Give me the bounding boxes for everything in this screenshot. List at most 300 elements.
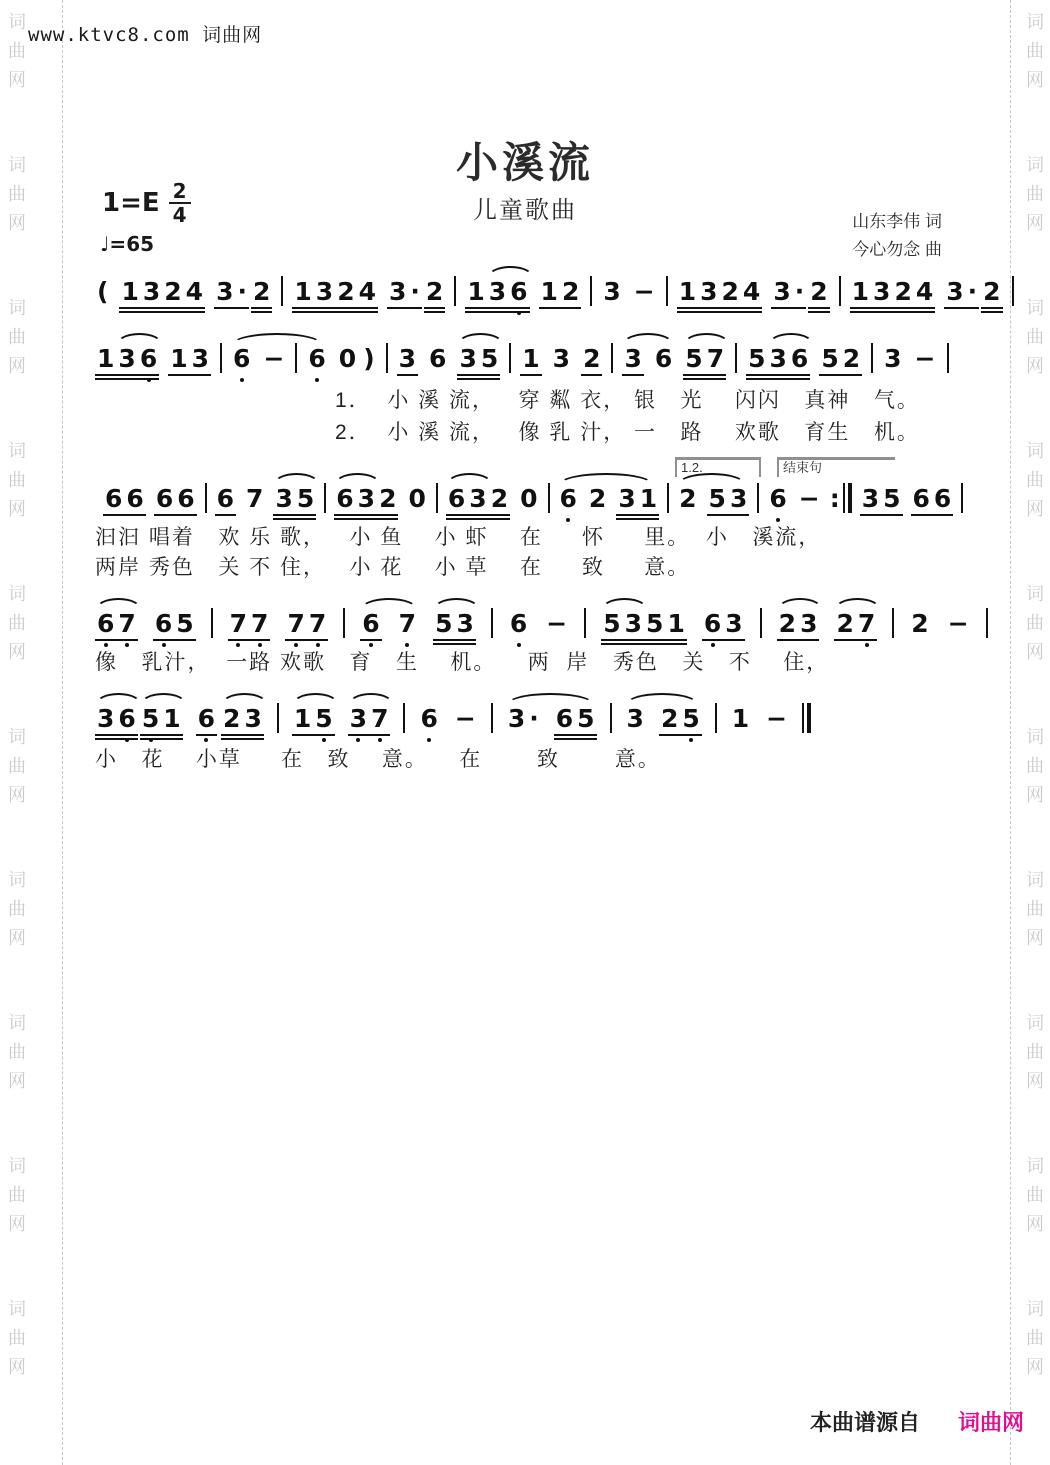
- barline: [590, 276, 592, 306]
- note-digit: 3: [861, 484, 880, 513]
- note-digit: 3: [275, 484, 293, 513]
- note-digit: 5: [603, 609, 621, 638]
- watermark-char: 词: [1026, 727, 1044, 747]
- note-digit: 6: [559, 484, 577, 513]
- note-token: [909, 611, 930, 648]
- note-digit: −: [263, 344, 285, 373]
- note-token: [554, 706, 597, 743]
- watermark-char: 词: [1026, 441, 1044, 461]
- watermark-char: 网: [8, 642, 26, 662]
- note-token: [154, 486, 197, 523]
- repeat-barline: [830, 483, 852, 523]
- watermark-char: 曲: [1026, 1185, 1044, 1205]
- note-token: [453, 706, 478, 743]
- note-token: [103, 486, 146, 523]
- watermark-char: 网: [8, 213, 26, 233]
- note-digit: 3: [389, 277, 407, 306]
- note-digit: 2: [490, 484, 509, 513]
- lyrics-verse1: 1． 小 溪 流， 穿 粼 衣， 银 光 闪闪 真神 气。: [335, 389, 920, 412]
- watermark-group: [4, 1009, 30, 1096]
- note-digit: 2: [778, 609, 797, 638]
- note-digit: 1: [294, 277, 312, 306]
- note-digit: 6: [912, 484, 930, 513]
- note-token: [601, 279, 622, 316]
- note-token: [981, 279, 1002, 316]
- note-digit: 1: [121, 277, 139, 306]
- note-digit: 5: [577, 704, 595, 733]
- note-digit: 3: [216, 277, 234, 306]
- note-digit: 7: [371, 704, 389, 733]
- watermark-char: 词: [8, 727, 26, 747]
- note-token: [797, 486, 822, 523]
- note-token: [707, 486, 750, 523]
- note-token: [360, 611, 381, 648]
- note-digit: 7: [287, 609, 305, 638]
- note-digit: 3: [142, 277, 161, 306]
- barline: [757, 483, 759, 513]
- watermark-char: 网: [8, 356, 26, 376]
- note-token: [659, 706, 702, 743]
- note-digit: 2: [894, 277, 912, 306]
- watermark-char: 曲: [1026, 470, 1044, 490]
- note-token: [653, 346, 674, 383]
- watermark-char: 网: [8, 1214, 26, 1234]
- note-token: [140, 706, 183, 743]
- note-digit: 5: [435, 609, 453, 638]
- watermark-char: 词: [8, 1156, 26, 1176]
- note-digit: 2: [223, 704, 241, 733]
- barline: [277, 703, 279, 733]
- note-digit: 1: [639, 484, 658, 513]
- note-token: [587, 486, 608, 523]
- barline: [760, 608, 762, 638]
- barline: [715, 703, 717, 733]
- note-digit: 2: [911, 609, 929, 638]
- watermark-char: 网: [1026, 928, 1044, 948]
- watermark-group: [4, 866, 30, 953]
- note-token: [882, 346, 903, 383]
- note-digit: 6: [308, 344, 326, 373]
- note-digit: 3: [97, 704, 115, 733]
- note-digit: −: [633, 277, 655, 306]
- repeat-dots: :: [829, 484, 840, 513]
- note-digit: 6: [216, 484, 235, 513]
- lyrics-line4: 像 乳汁， 一路 欢歌 育 生 机。 两 岸 秀色 关 不 住，: [95, 651, 830, 674]
- watermark-char: 曲: [8, 1185, 26, 1205]
- barline: [403, 703, 405, 733]
- note-token: [446, 486, 510, 523]
- watermark-char: 词: [1026, 870, 1044, 890]
- note-token: [424, 279, 445, 316]
- lyrics-line5: 小 花 小草 在 致 意。 在 致 意。: [95, 748, 661, 771]
- note-digit: 7: [308, 609, 327, 638]
- barline: [205, 483, 207, 513]
- note-token: [215, 486, 236, 523]
- note-digit: 5: [821, 344, 839, 373]
- watermark-group: [1022, 723, 1048, 810]
- barline: [491, 608, 493, 638]
- note-token: [168, 346, 211, 383]
- watermark-char: 网: [1026, 213, 1044, 233]
- note-digit: 3: [800, 609, 818, 638]
- note-token: [850, 279, 936, 316]
- note-digit: 2: [660, 704, 679, 733]
- watermark-group: [1022, 8, 1048, 95]
- note-token: [292, 279, 378, 316]
- score-line: [95, 343, 949, 383]
- note-token: [95, 611, 138, 648]
- note-digit: 3: [624, 609, 643, 638]
- note-digit: 2: [836, 609, 854, 638]
- note-token: [677, 279, 763, 316]
- note-token: [808, 279, 829, 316]
- watermark-char: 曲: [8, 1328, 26, 1348]
- watermark-char: 词: [8, 298, 26, 318]
- note-digit: 6: [933, 484, 952, 513]
- note-token: [601, 611, 687, 648]
- note-digit: 1: [293, 704, 312, 733]
- watermark-group: [4, 294, 30, 381]
- note-digit: 3: [626, 704, 644, 733]
- note-digit: 1: [678, 277, 697, 306]
- note-token: [520, 346, 541, 383]
- note-digit: 6: [509, 609, 528, 638]
- note-digit: 2: [561, 277, 580, 306]
- lyrics-line3-verse2: 两岸 秀色 关 不 住， 小 花 小 草 在 致 意。: [95, 556, 691, 579]
- note-digit: 3: [191, 344, 210, 373]
- note-digit: 3: [603, 277, 621, 306]
- note-token: [433, 611, 476, 648]
- note-digit: 6: [654, 344, 673, 373]
- watermark-char: 曲: [1026, 1328, 1044, 1348]
- note-digit: 3: [769, 344, 787, 373]
- note-token: [558, 486, 579, 523]
- site-watermark: www.ktvc8.com 词曲网: [28, 24, 263, 46]
- note-token: [539, 279, 582, 316]
- note-digit: 2: [252, 277, 271, 306]
- note-digit: 6: [790, 344, 809, 373]
- watermark-char: 曲: [1026, 1042, 1044, 1062]
- barline: [611, 343, 613, 373]
- note-token: [221, 706, 264, 743]
- score-line: [95, 608, 988, 648]
- watermark-char: 曲: [1026, 899, 1044, 919]
- note-digit: −: [798, 484, 820, 513]
- note-digit: 1: [163, 704, 181, 733]
- note-digit: 6: [703, 609, 722, 638]
- barline: [839, 276, 841, 306]
- barline: [986, 608, 988, 638]
- watermark-char: 曲: [8, 41, 26, 61]
- note-digit: 6: [155, 484, 174, 513]
- note-token: [544, 611, 569, 648]
- watermark-group: [1022, 866, 1048, 953]
- note-digit: 5: [708, 484, 726, 513]
- watermark-group: [4, 437, 30, 524]
- watermark-char: 曲: [1026, 613, 1044, 633]
- note-token: [397, 346, 418, 383]
- lyrics-verse2: 2． 小 溪 流， 像 乳 汁， 一 路 欢歌 育生 机。: [335, 421, 920, 444]
- note-digit: 6: [97, 609, 115, 638]
- watermark-char: 词: [8, 584, 26, 604]
- note-token: [196, 706, 217, 743]
- note-digit: 3: [725, 609, 743, 638]
- watermark-char: 网: [8, 1357, 26, 1377]
- note-token: [285, 611, 328, 648]
- note-digit: 6: [139, 344, 158, 373]
- watermark-char: 曲: [8, 1042, 26, 1062]
- note-digit: ·: [794, 277, 805, 306]
- watermark-char: 词: [8, 441, 26, 461]
- barline: [548, 483, 550, 513]
- note-digit: 4: [742, 277, 761, 306]
- watermark-char: 曲: [8, 184, 26, 204]
- watermark-group: [4, 1295, 30, 1382]
- note-token: [632, 279, 657, 316]
- note-digit: 5: [480, 344, 499, 373]
- note-digit: 2: [379, 484, 397, 513]
- note-digit: 3: [456, 609, 474, 638]
- note-digit: ): [363, 344, 375, 373]
- note-token: [677, 486, 698, 523]
- note-token: [214, 279, 249, 316]
- barline: [666, 276, 668, 306]
- note-token: [730, 706, 751, 743]
- note-digit: −: [914, 344, 936, 373]
- note-token: [819, 346, 862, 383]
- note-token: [702, 611, 745, 648]
- watermark-char: 网: [1026, 1071, 1044, 1091]
- note-digit: 7: [398, 609, 417, 638]
- watermark-char: 网: [1026, 70, 1044, 90]
- note-token: [337, 346, 358, 383]
- watermark-char: 词: [8, 1013, 26, 1033]
- note-token: [506, 706, 541, 743]
- barline: [386, 343, 388, 373]
- watermark-char: 曲: [8, 327, 26, 347]
- note-digit: 5: [883, 484, 901, 513]
- watermark-char: 词: [1026, 1156, 1044, 1176]
- lyrics-line3-verse1: 汩汩 唱着 欢 乐 歌， 小 鱼 小 虾 在 怀 里。 小 溪流，: [95, 526, 822, 549]
- source-attribution: [810, 1406, 1024, 1437]
- note-digit: 2: [679, 484, 697, 513]
- note-token: [306, 346, 327, 383]
- note-digit: 2: [721, 277, 739, 306]
- note-digit: 5: [646, 609, 664, 638]
- note-token: [913, 346, 938, 383]
- note-digit: 0: [338, 344, 357, 373]
- note-digit: 3: [469, 484, 487, 513]
- note-digit: 3: [700, 277, 718, 306]
- note-token: [427, 346, 448, 383]
- barline: [667, 483, 669, 513]
- ending-bracket: 1.2.: [675, 457, 761, 477]
- note-digit: 1: [522, 344, 540, 373]
- watermark-char: 曲: [8, 899, 26, 919]
- watermark-char: 词: [1026, 584, 1044, 604]
- note-digit: 3: [349, 704, 368, 733]
- note-token: [397, 611, 418, 648]
- watermark-group: [4, 723, 30, 810]
- note-digit: 2: [164, 277, 182, 306]
- barline: [584, 608, 586, 638]
- note-digit: 5: [748, 344, 766, 373]
- watermark-char: 词: [8, 155, 26, 175]
- watermark-char: 曲: [8, 756, 26, 776]
- watermark-group: [1022, 1009, 1048, 1096]
- note-token: [767, 486, 788, 523]
- note-digit: 6: [126, 484, 144, 513]
- barline: [947, 343, 949, 373]
- final-barline: [802, 703, 811, 743]
- note-digit: 2: [983, 277, 1001, 306]
- note-token: [622, 346, 643, 383]
- note-token: [551, 346, 572, 383]
- note-digit: 3: [624, 344, 642, 373]
- note-digit: ·: [237, 277, 247, 306]
- song-title: 小溪流: [455, 139, 594, 186]
- note-digit: 4: [358, 277, 376, 306]
- note-digit: 3: [884, 344, 902, 373]
- note-digit: 6: [420, 704, 438, 733]
- note-digit: 4: [185, 277, 204, 306]
- note-token: [518, 486, 539, 523]
- note-digit: ·: [410, 277, 420, 306]
- note-digit: 1: [731, 704, 750, 733]
- note-digit: 6: [197, 704, 216, 733]
- watermark-char: 网: [8, 785, 26, 805]
- note-token: [946, 611, 971, 648]
- watermark-char: 网: [1026, 1357, 1044, 1377]
- note-digit: 2: [588, 484, 607, 513]
- note-token: [95, 279, 110, 316]
- score-line: [95, 276, 1014, 316]
- note-token: [418, 706, 439, 743]
- note-digit: 1: [97, 344, 115, 373]
- barline: [892, 608, 894, 638]
- note-digit: 3: [873, 277, 891, 306]
- note-digit: 1: [540, 277, 558, 306]
- note-digit: −: [546, 609, 568, 638]
- note-digit: (: [97, 277, 109, 306]
- watermark-char: 词: [1026, 1299, 1044, 1319]
- tempo-marking: ♩=65: [100, 232, 155, 256]
- note-digit: 6: [233, 344, 251, 373]
- note-digit: 3: [946, 277, 964, 306]
- note-digit: 5: [176, 609, 194, 638]
- note-token: [834, 611, 877, 648]
- note-token: [292, 706, 335, 743]
- note-digit: 3: [488, 277, 507, 306]
- watermark-char: 曲: [8, 470, 26, 490]
- note-token: [251, 279, 272, 316]
- watermark-char: 网: [1026, 1214, 1044, 1234]
- watermark-char: 网: [1026, 785, 1044, 805]
- note-digit: 6: [769, 484, 787, 513]
- note-token: [746, 346, 810, 383]
- note-digit: ·: [529, 704, 539, 733]
- barline: [509, 343, 511, 373]
- watermark-char: 词: [1026, 1013, 1044, 1033]
- note-digit: 7: [857, 609, 876, 638]
- note-digit: 6: [177, 484, 195, 513]
- watermark-group: [4, 1152, 30, 1239]
- note-token: [261, 346, 286, 383]
- note-digit: ·: [967, 277, 978, 306]
- note-token: [625, 706, 646, 743]
- watermark-char: 网: [8, 499, 26, 519]
- note-token: [387, 279, 422, 316]
- note-token: [231, 346, 252, 383]
- note-token: [228, 611, 271, 648]
- barline: [211, 608, 213, 638]
- note-digit: 5: [296, 484, 315, 513]
- time-denominator: 4: [172, 203, 187, 227]
- watermark-group: [1022, 580, 1048, 667]
- note-token: [406, 486, 427, 523]
- watermark-group: [1022, 1295, 1048, 1382]
- note-digit: 3: [357, 484, 376, 513]
- barline: [843, 483, 845, 513]
- note-digit: 3: [244, 704, 262, 733]
- note-digit: 2: [425, 277, 444, 306]
- watermark-char: 词: [8, 1299, 26, 1319]
- watermark-char: 曲: [1026, 184, 1044, 204]
- note-token: [457, 346, 500, 383]
- note-token: [944, 279, 979, 316]
- barline: [807, 703, 811, 733]
- note-digit: 5: [141, 704, 160, 733]
- source-site-link[interactable]: 词曲网: [958, 1410, 1025, 1435]
- barline: [848, 483, 852, 513]
- note-digit: 6: [429, 344, 447, 373]
- barline: [961, 483, 963, 513]
- watermark-char: 词: [1026, 155, 1044, 175]
- barline: [802, 703, 804, 733]
- note-digit: 3: [315, 277, 334, 306]
- barline: [281, 276, 283, 306]
- watermark-char: 曲: [1026, 41, 1044, 61]
- watermark-char: 网: [8, 1071, 26, 1091]
- barline: [735, 343, 737, 373]
- note-digit: 6: [447, 484, 466, 513]
- note-digit: 6: [118, 704, 136, 733]
- note-digit: 2: [337, 277, 355, 306]
- barline: [1012, 276, 1014, 306]
- note-digit: 5: [682, 704, 700, 733]
- score-line: [95, 460, 963, 523]
- barline: [220, 343, 222, 373]
- note-token: [334, 486, 398, 523]
- note-token: [860, 486, 903, 523]
- watermark-char: 曲: [1026, 756, 1044, 776]
- song-subtitle: 儿童歌曲: [473, 197, 577, 224]
- note-token: [581, 346, 602, 383]
- time-signature: [169, 180, 191, 226]
- note-digit: 3: [773, 277, 791, 306]
- watermark-group: [4, 580, 30, 667]
- note-digit: 0: [520, 484, 538, 513]
- watermark-char: 曲: [1026, 327, 1044, 347]
- note-digit: 6: [105, 484, 123, 513]
- watermark-char: 词: [1026, 12, 1044, 32]
- note-token: [616, 486, 659, 523]
- credits: [852, 208, 942, 264]
- note-token: [95, 706, 138, 743]
- watermark-char: 词: [8, 870, 26, 890]
- watermark-char: 网: [8, 928, 26, 948]
- watermark-char: 网: [8, 70, 26, 90]
